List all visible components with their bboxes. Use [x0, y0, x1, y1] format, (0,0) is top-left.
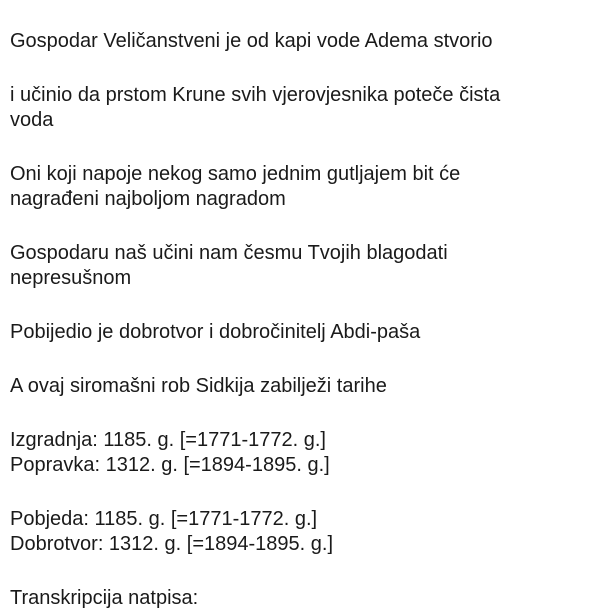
date-dobrotvor: Dobrotvor: 1312. g. [=1894-1895. g.] [10, 533, 333, 555]
spacer [10, 212, 590, 241]
paragraph-6 [10, 374, 590, 399]
paragraph-4 [10, 241, 590, 291]
dates-construction [10, 428, 590, 478]
date-popravka: Popravka: 1312. g. [=1894-1895. g.] [10, 454, 330, 476]
spacer [10, 133, 590, 162]
paragraph-2-line-1: i učinio da prstom Krune svih vjerovjesnika poteče čista [10, 84, 501, 106]
paragraph-1-text: Gospodar Veličanstveni je od kapi vode Adema stvorio [10, 30, 493, 52]
dates-victory [10, 507, 590, 557]
paragraph-1 [10, 29, 590, 54]
spacer [10, 54, 590, 83]
spacer [10, 345, 590, 374]
paragraph-3-line-2: nagrađeni najboljom nagradom [10, 188, 286, 210]
paragraph-2-line-2: voda [10, 109, 54, 131]
paragraph-2 [10, 83, 590, 133]
paragraph-5 [10, 320, 590, 345]
paragraph-4-line-1: Gospodaru naš učini nam česmu Tvojih blagodati [10, 242, 448, 264]
paragraph-5-text: Pobijedio je dobrotvor i dobročinitelj Abdi-paša [10, 321, 421, 343]
transcription-heading-text: Transkripcija natpisa: [10, 587, 199, 609]
spacer [10, 399, 590, 428]
paragraph-3 [10, 162, 590, 212]
document-body [10, 29, 590, 611]
spacer [10, 478, 590, 507]
paragraph-4-line-2: nepresušnom [10, 267, 132, 289]
date-pobjeda: Pobjeda: 1185. g. [=1771-1772. g.] [10, 508, 318, 530]
date-izgradnja: Izgradnja: 1185. g. [=1771-1772. g.] [10, 429, 326, 451]
paragraph-6-text: A ovaj siromašni rob Sidkija zabilježi tarihe [10, 375, 387, 397]
paragraph-3-line-1: Oni koji napoje nekog samo jednim gutljajem bit će [10, 163, 461, 185]
spacer [10, 557, 590, 586]
spacer [10, 291, 590, 320]
transcription-heading [10, 586, 590, 611]
